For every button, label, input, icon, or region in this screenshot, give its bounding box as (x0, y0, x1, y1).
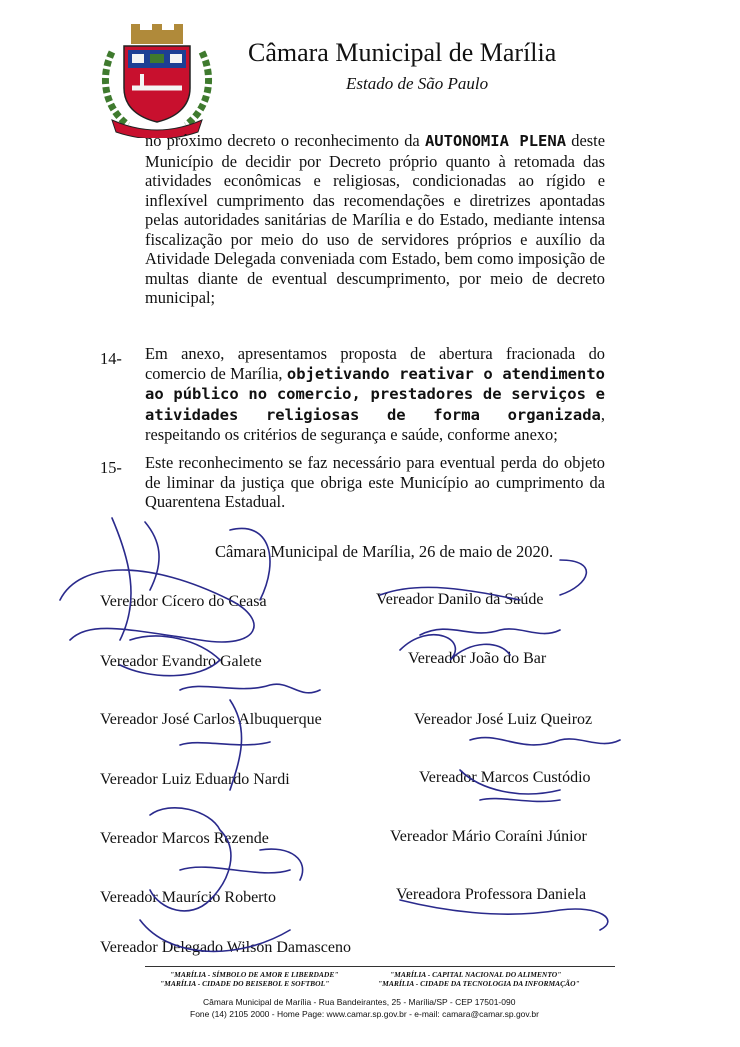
signatory-name: Vereador José Carlos Albuquerque (100, 711, 322, 728)
footer-motto: "MARÍLIA - CIDADE DO BEISEBOL E SOFTBOL" (160, 979, 330, 988)
emphasis-text: AUTONOMIA PLENA (424, 132, 567, 150)
municipal-coat-of-arms-icon (98, 22, 216, 138)
signatory-name: Vereador Evandro Galete (100, 653, 262, 670)
signatory-name: Vereador José Luiz Queiroz (414, 711, 593, 728)
paragraph-text: , respeitando os critérios de segurança e saúde, conforme anexo; (145, 404, 605, 444)
emphasis-text: objetivando reativar o atendimento ao público no comercio, prestadores de serviços e atividades religiosas de forma organizada (145, 364, 605, 424)
signatory-name: Vereador João do Bar (408, 650, 547, 667)
signatory-name: Vereador Cícero do Ceasa (100, 593, 267, 610)
signatory-name: Vereador Mário Coraíni Júnior (390, 828, 587, 845)
signatory-name: Vereador Delegado Wilson Damasceno (100, 939, 351, 956)
signatory-name: Vereador Luiz Eduardo Nardi (100, 771, 290, 788)
signatory-name: Vereador Marcos Rezende (100, 830, 269, 847)
signature-scribble (230, 528, 586, 600)
paragraph-text: no próximo decreto o reconhecimento da (145, 131, 425, 150)
footer-address: Câmara Municipal de Marília - Rua Bandeirantes, 25 - Marília/SP - CEP 17501-090 (203, 997, 516, 1007)
signature-scribble (400, 900, 608, 930)
signatory-name: Vereadora Professora Daniela (396, 886, 587, 903)
paragraph-text: Em anexo, apresentamos proposta de abertura fracionada do comercio de Marília, (145, 344, 605, 383)
signatory-name: Vereador Maurício Roberto (100, 889, 276, 906)
footer-motto: "MARÍLIA - CAPITAL NACIONAL DO ALIMENTO" (390, 970, 562, 979)
item-number: 15- (100, 458, 122, 477)
footer-divider (145, 966, 615, 967)
date-line: Câmara Municipal de Marília, 26 de maio de 2020. (215, 542, 554, 561)
body-paragraph-continuation (145, 131, 605, 308)
item-14-text (145, 344, 605, 445)
signatory-name: Vereador Marcos Custódio (419, 769, 591, 786)
footer-motto: "MARÍLIA - CIDADE DA TECNOLOGIA DA INFORMAÇÃO" (378, 979, 580, 988)
footer-contact: Fone (14) 2105 2000 - Home Page: www.camar.sp.gov.br - e-mail: camara@camar.sp.gov.br (190, 1009, 539, 1019)
item-15-text: Este reconhecimento se faz necessário para eventual perda do objeto de liminar da justiça que obriga este Município ao cumprimento da Quarentena Estadual. (145, 453, 605, 511)
page-title: Câmara Municipal de Marília (248, 38, 557, 67)
footer-motto: "MARÍLIA - SÍMBOLO DE AMOR E LIBERDADE" (170, 970, 339, 979)
paragraph-text: deste Município de decidir por Decreto próprio quanto à retomada das atividades econômicas e religiosas, condicionadas ao rígido e inflexível cumprimento das recomendações e diretrizes apontadas pelas autoridades sanitárias de Marília e do Estado, mediante intensa fiscalização por meio do uso de servidores próprios e auxílio da Atividade Delegada conveniada com Estado, bem como imposição de multas diante de eventual descumprimento, por meio de decreto municipal; (145, 131, 605, 307)
signatory-name: Vereador Danilo da Saúde (376, 591, 544, 608)
page-subtitle: Estado de São Paulo (346, 74, 489, 93)
signature-scribble (60, 518, 254, 642)
item-number: 14- (100, 349, 122, 368)
